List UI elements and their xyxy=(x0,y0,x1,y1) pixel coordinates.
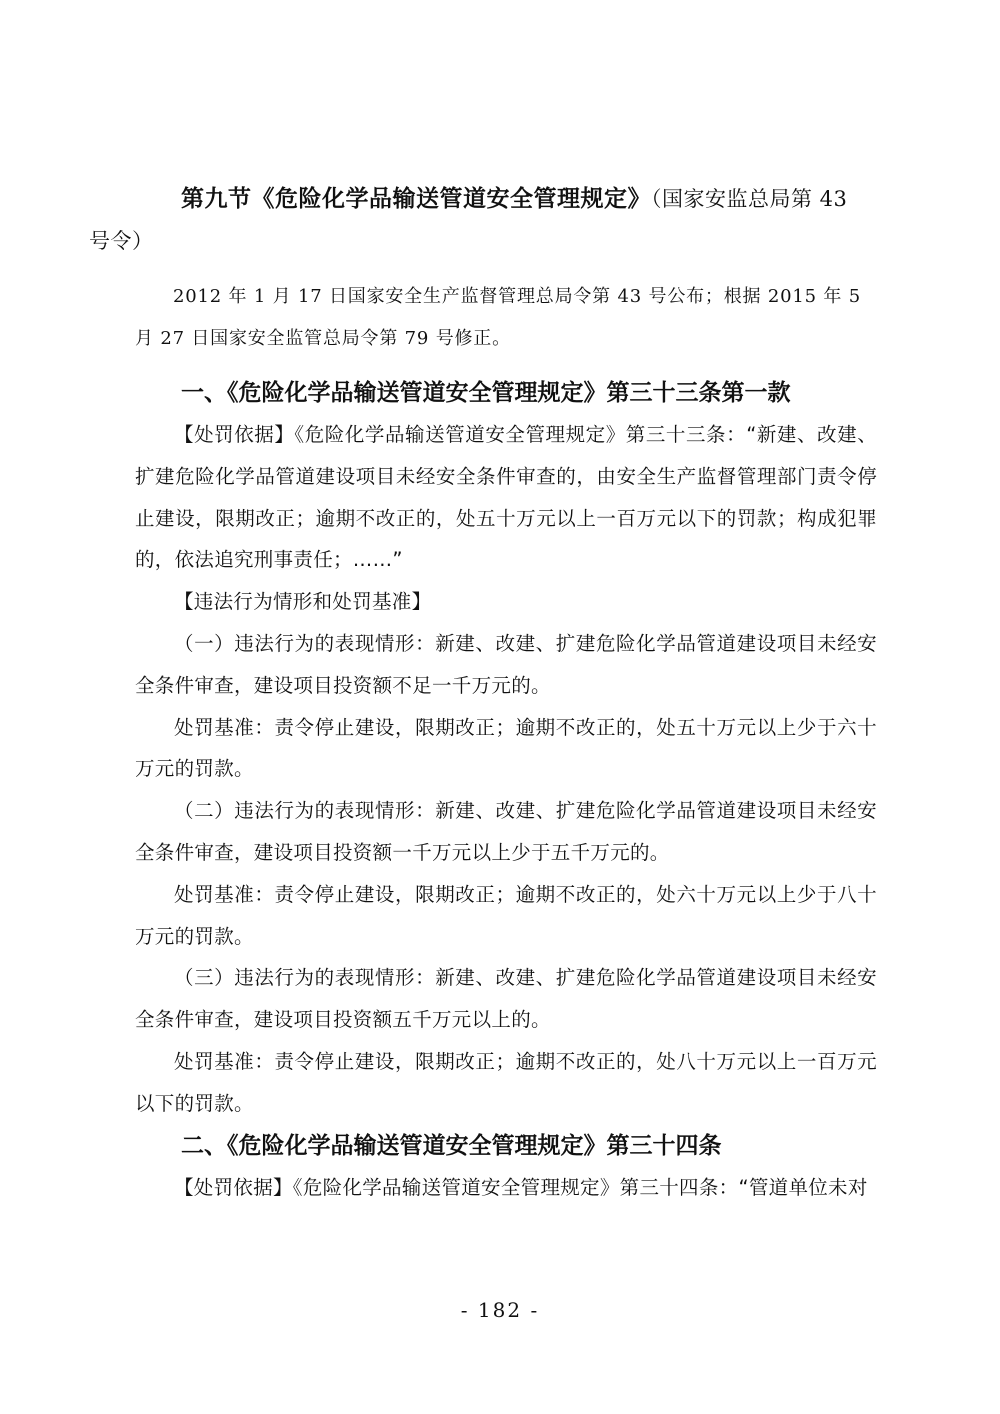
case-1-penalty: 处罚基准：责令停止建设，限期改正；逾期不改正的，处五十万元以上少于六十万元的罚款。 xyxy=(135,715,877,781)
section-title-note: （国家安监总局第 43 xyxy=(651,187,848,211)
penalty-basis-1: 【处罚依据】《危险化学品输送管道安全管理规定》第三十三条：“新建、改建、扩建危险化学品管道建设项目未经安全条件审查的，由安全生产监督管理部门责令停止建设，限期改正；逾期不改正的，处五十万元以上一百万元以下的罚款；构成犯罪的，依法追究刑事责任；……” xyxy=(135,423,877,572)
page-content xyxy=(89,178,877,1208)
case-3-situation: （三）违法行为的表现情形：新建、改建、扩建危险化学品管道建设项目未经安全条件审查，建设项目投资额五千万元以上的。 xyxy=(135,966,877,1032)
section-title-main: 第九节《危险化学品输送管道安全管理规定》 xyxy=(181,185,651,212)
page-number: - 182 - xyxy=(460,1298,540,1322)
section-title-note-cont: 号令） xyxy=(89,229,154,253)
case-3-penalty: 处罚基准：责令停止建设，限期改正；逾期不改正的，处八十万元以上一百万元以下的罚款。 xyxy=(135,1049,877,1115)
section-title xyxy=(89,178,877,262)
case-2-situation: （二）违法行为的表现情形：新建、改建、扩建危险化学品管道建设项目未经安全条件审查，建设项目投资额一千万元以上少于五千万元的。 xyxy=(135,799,877,864)
article-heading-2: 二、《危险化学品输送管道安全管理规定》第三十四条 xyxy=(181,1131,722,1159)
case-1-situation: （一）违法行为的表现情形：新建、改建、扩建危险化学品管道建设项目未经安全条件审查，建设项目投资额不足一千万元的。 xyxy=(135,631,877,697)
criteria-heading: 【违法行为情形和处罚基准】 xyxy=(174,590,432,614)
article-heading-1: 一、《危险化学品输送管道安全管理规定》第三十三条第一款 xyxy=(181,379,791,406)
case-2-penalty: 处罚基准：责令停止建设，限期改正；逾期不改正的，处六十万元以上少于八十万元的罚款。 xyxy=(135,882,877,948)
penalty-basis-2: 【处罚依据】《危险化学品输送管道安全管理规定》第三十四条：“管道单位未对 xyxy=(174,1175,868,1199)
section-source-note: 2012 年 1 月 17 日国家安全生产监督管理总局令第 43 号公布；根据 2015 年 5 月 27 日国家安全监管总局令第 79 号修正。 xyxy=(135,286,861,349)
